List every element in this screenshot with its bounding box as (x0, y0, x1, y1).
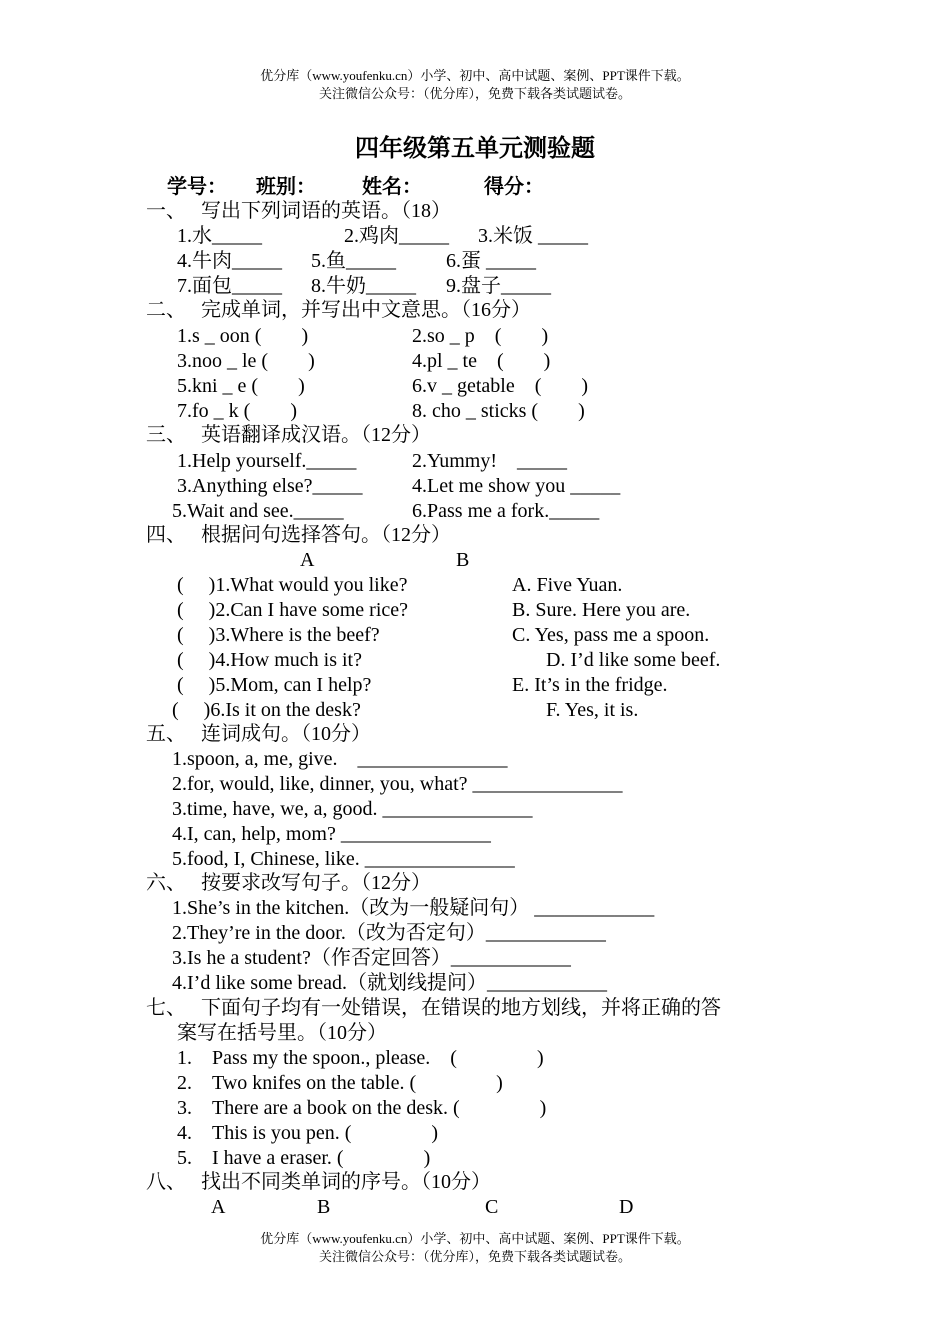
s1-item: 4.牛肉_____ (177, 250, 282, 272)
section-2-heading: 二、 完成单词，并写出中文意思。（16分） (146, 299, 531, 321)
s7-item: 4. This is you pen. ( ) (177, 1122, 439, 1144)
s2-item: 5.kni _ e ( ) (177, 375, 305, 397)
section-1-heading: 一、 写出下列词语的英语。（18） (146, 200, 451, 222)
s2-item: 2.so _ p ( ) (412, 325, 549, 347)
s4-question: ( )6.Is it on the desk? (172, 699, 361, 721)
s1-item: 7.面包_____ (177, 275, 282, 297)
s1-item: 5.鱼_____ (311, 250, 396, 272)
column-a-label: A (300, 549, 315, 571)
s4-question: ( )1.What would you like? (177, 574, 408, 596)
s1-item: 9.盘子_____ (446, 275, 551, 297)
s7-item: 3. There are a book on the desk. ( ) (177, 1097, 547, 1119)
s4-answer: D. I’d like some beef. (546, 649, 721, 671)
s1-item: 8.牛奶_____ (311, 275, 416, 297)
s8-column-a: A (211, 1196, 226, 1218)
name-label: 姓名： (362, 176, 422, 198)
section-4-heading: 四、 根据问句选择答句。（12分） (146, 524, 451, 546)
s8-column-d: D (619, 1196, 634, 1218)
section-6-heading: 六、 按要求改写句子。（12分） (146, 872, 431, 894)
s4-answer: E. It’s in the fridge. (512, 674, 668, 696)
s1-item: 2.鸡肉_____ (344, 225, 449, 247)
s1-item: 6.蛋 _____ (446, 250, 536, 272)
s6-item: 1.She’s in the kitchen.（改为一般疑问句） ____________ (172, 897, 655, 919)
s2-item: 1.s _ oon ( ) (177, 325, 309, 347)
header-line-2: 关注微信公众号：（优分库），免费下载各类试题试卷。 (318, 86, 631, 101)
s7-item: 1. Pass my the spoon., please. ( ) (177, 1047, 544, 1069)
s6-item: 2.They’re in the door.（改为否定句）____________ (172, 922, 606, 944)
s3-item: 2.Yummy! _____ (412, 450, 567, 472)
s3-item: 1.Help yourself._____ (177, 450, 357, 472)
section-8-heading: 八、 找出不同类单词的序号。（10分） (146, 1171, 491, 1193)
s2-item: 6.v _ getable ( ) (412, 375, 589, 397)
s3-item: 5.Wait and see._____ (172, 500, 344, 522)
footer-line-2: 关注微信公众号：（优分库），免费下载各类试题试卷。 (318, 1249, 631, 1264)
s3-item: 3.Anything else?_____ (177, 475, 363, 497)
student-id-label: 学号： (167, 176, 227, 198)
section-7-heading: 七、 下面句子均有一处错误，在错误的地方划线，并将正确的答 (146, 997, 721, 1019)
s5-item: 1.spoon, a, me, give. _______________ (172, 748, 508, 770)
header-line-1: 优分库（www.youfenku.cn）小学、初中、高中试题、案例、PPT课件下载。 (260, 68, 690, 83)
s4-answer: A. Five Yuan. (512, 574, 623, 596)
s2-item: 8. cho _ sticks ( ) (412, 400, 585, 422)
s7-item: 2. Two knifes on the table. ( ) (177, 1072, 503, 1094)
s2-item: 4.pl _ te ( ) (412, 350, 551, 372)
score-label: 得分： (484, 176, 544, 198)
s5-item: 4.I, can, help, mom? _______________ (172, 823, 491, 845)
section-7-heading-cont: 案写在括号里。（10分） (177, 1022, 387, 1044)
s8-column-c: C (485, 1196, 499, 1218)
page-title: 四年级第五单元测验题 (355, 136, 595, 162)
column-b-label: B (456, 549, 470, 571)
section-5-heading: 五、 连词成句。（10分） (146, 723, 371, 745)
s4-answer: B. Sure. Here you are. (512, 599, 691, 621)
s5-item: 3.time, have, we, a, good. _______________ (172, 798, 533, 820)
s4-answer: C. Yes, pass me a spoon. (512, 624, 710, 646)
s5-item: 2.for, would, like, dinner, you, what? _______________ (172, 773, 623, 795)
s7-item: 5. I have a eraser. ( ) (177, 1147, 431, 1169)
s1-item: 3.米饭 _____ (478, 225, 588, 247)
s6-item: 3.Is he a student?（作否定回答）____________ (172, 947, 571, 969)
s2-item: 3.noo _ le ( ) (177, 350, 315, 372)
class-label: 班别： (256, 176, 316, 198)
s4-question: ( )2.Can I have some rice? (177, 599, 409, 621)
s4-question: ( )4.How much is it? (177, 649, 362, 671)
s6-item: 4.I’d like some bread.（就划线提问）____________ (172, 972, 607, 994)
s2-item: 7.fo _ k ( ) (177, 400, 297, 422)
section-3-heading: 三、 英语翻译成汉语。（12分） (146, 424, 431, 446)
s4-answer: F. Yes, it is. (546, 699, 639, 721)
s8-column-b: B (317, 1196, 331, 1218)
s1-item: 1.水_____ (177, 225, 262, 247)
s4-question: ( )3.Where is the beef? (177, 624, 380, 646)
footer-line-1: 优分库（www.youfenku.cn）小学、初中、高中试题、案例、PPT课件下载。 (260, 1231, 690, 1246)
s3-item: 6.Pass me a fork._____ (412, 500, 600, 522)
s3-item: 4.Let me show you _____ (412, 475, 621, 497)
s5-item: 5.food, I, Chinese, like. _______________ (172, 848, 515, 870)
s4-question: ( )5.Mom, can I help? (177, 674, 372, 696)
